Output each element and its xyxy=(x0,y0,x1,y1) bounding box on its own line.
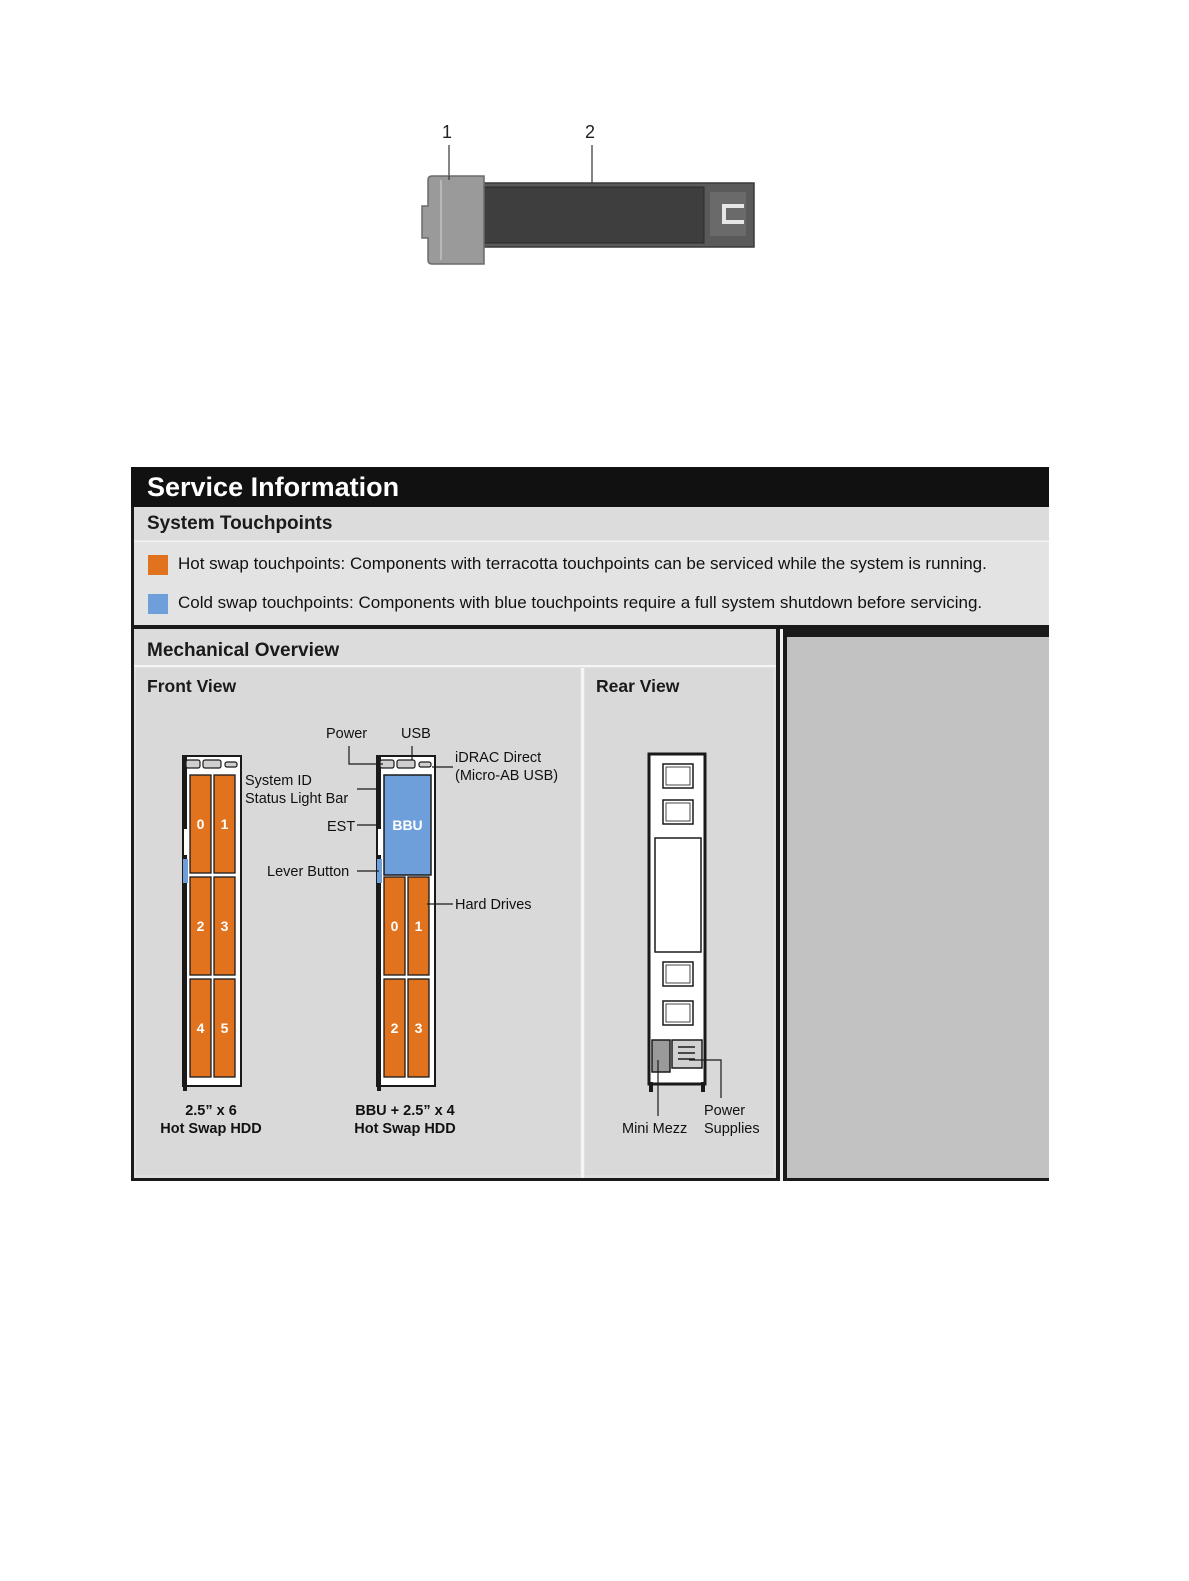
sled-b-drive-number: 1 xyxy=(414,918,423,934)
power-supply-shape xyxy=(672,1040,702,1068)
rear-view-heading: Rear View xyxy=(596,676,680,696)
sled-b-drive-number: 2 xyxy=(390,1020,399,1036)
drive-carrier-illustration xyxy=(420,140,765,280)
sled-a-drive-number: 5 xyxy=(220,1020,229,1036)
front-view-heading: Front View xyxy=(147,676,237,696)
callout-1: 1 xyxy=(442,122,453,142)
service-information-card xyxy=(131,467,1049,1181)
label-lever-button: Lever Button xyxy=(267,864,350,880)
sled-a-drive-number: 1 xyxy=(220,816,229,832)
label-idrac-2: (Micro-AB USB) xyxy=(455,768,559,784)
caption-a-line1: 2.5” x 6 xyxy=(185,1103,237,1119)
usb-port-shape xyxy=(397,760,415,768)
sled-six-drive xyxy=(183,756,241,1091)
carrier-front-bezel xyxy=(422,176,484,264)
label-power-supplies-1: Power xyxy=(704,1103,746,1119)
touchpoints-heading: System Touchpoints xyxy=(147,513,333,534)
label-idrac-1: iDRAC Direct xyxy=(455,750,542,766)
label-power: Power xyxy=(326,726,368,742)
rear-view-illustration xyxy=(585,668,773,1175)
sled-a-drive-number: 0 xyxy=(196,816,205,832)
sled-b-drive-number: 0 xyxy=(390,918,399,934)
label-power-supplies-2: Supplies xyxy=(704,1121,760,1137)
sled-a-drive-number: 4 xyxy=(196,1020,205,1036)
service-title: Service Information xyxy=(147,472,400,502)
caption-b-line2: Hot Swap HDD xyxy=(354,1121,456,1137)
label-system-id-2: Status Light Bar xyxy=(245,791,349,807)
idrac-port-shape xyxy=(419,762,431,767)
label-usb: USB xyxy=(401,726,431,742)
empty-side-panel xyxy=(787,637,1049,1178)
hot-swap-text: Hot swap touchpoints: Components with terracotta touchpoints can be serviced while the system is running. xyxy=(178,554,987,573)
carrier-label-panel xyxy=(483,187,704,243)
mechanical-overview-heading: Mechanical Overview xyxy=(147,640,340,661)
sled-b-drive-number: 3 xyxy=(414,1020,423,1036)
label-est: EST xyxy=(327,819,356,835)
caption-a-line2: Hot Swap HDD xyxy=(160,1121,262,1137)
sled-a-drive-number: 2 xyxy=(196,918,205,934)
label-system-id-1: System ID xyxy=(245,773,312,789)
front-view-illustration xyxy=(131,467,581,1181)
callout-2: 2 xyxy=(585,122,596,142)
mini-mezz-shape xyxy=(652,1040,670,1072)
label-hard-drives: Hard Drives xyxy=(455,897,532,913)
cold-swap-text: Cold swap touchpoints: Components with blue touchpoints require a full system shutdown before servicing. xyxy=(178,593,983,612)
sled-a-drive-number: 3 xyxy=(220,918,229,934)
carrier-release-tab xyxy=(710,192,746,236)
sled-bbu-four-drive xyxy=(349,746,453,1091)
bbu-label: BBU xyxy=(392,817,423,833)
label-mini-mezz: Mini Mezz xyxy=(622,1121,688,1137)
caption-b-line1: BBU + 2.5” x 4 xyxy=(355,1103,455,1119)
